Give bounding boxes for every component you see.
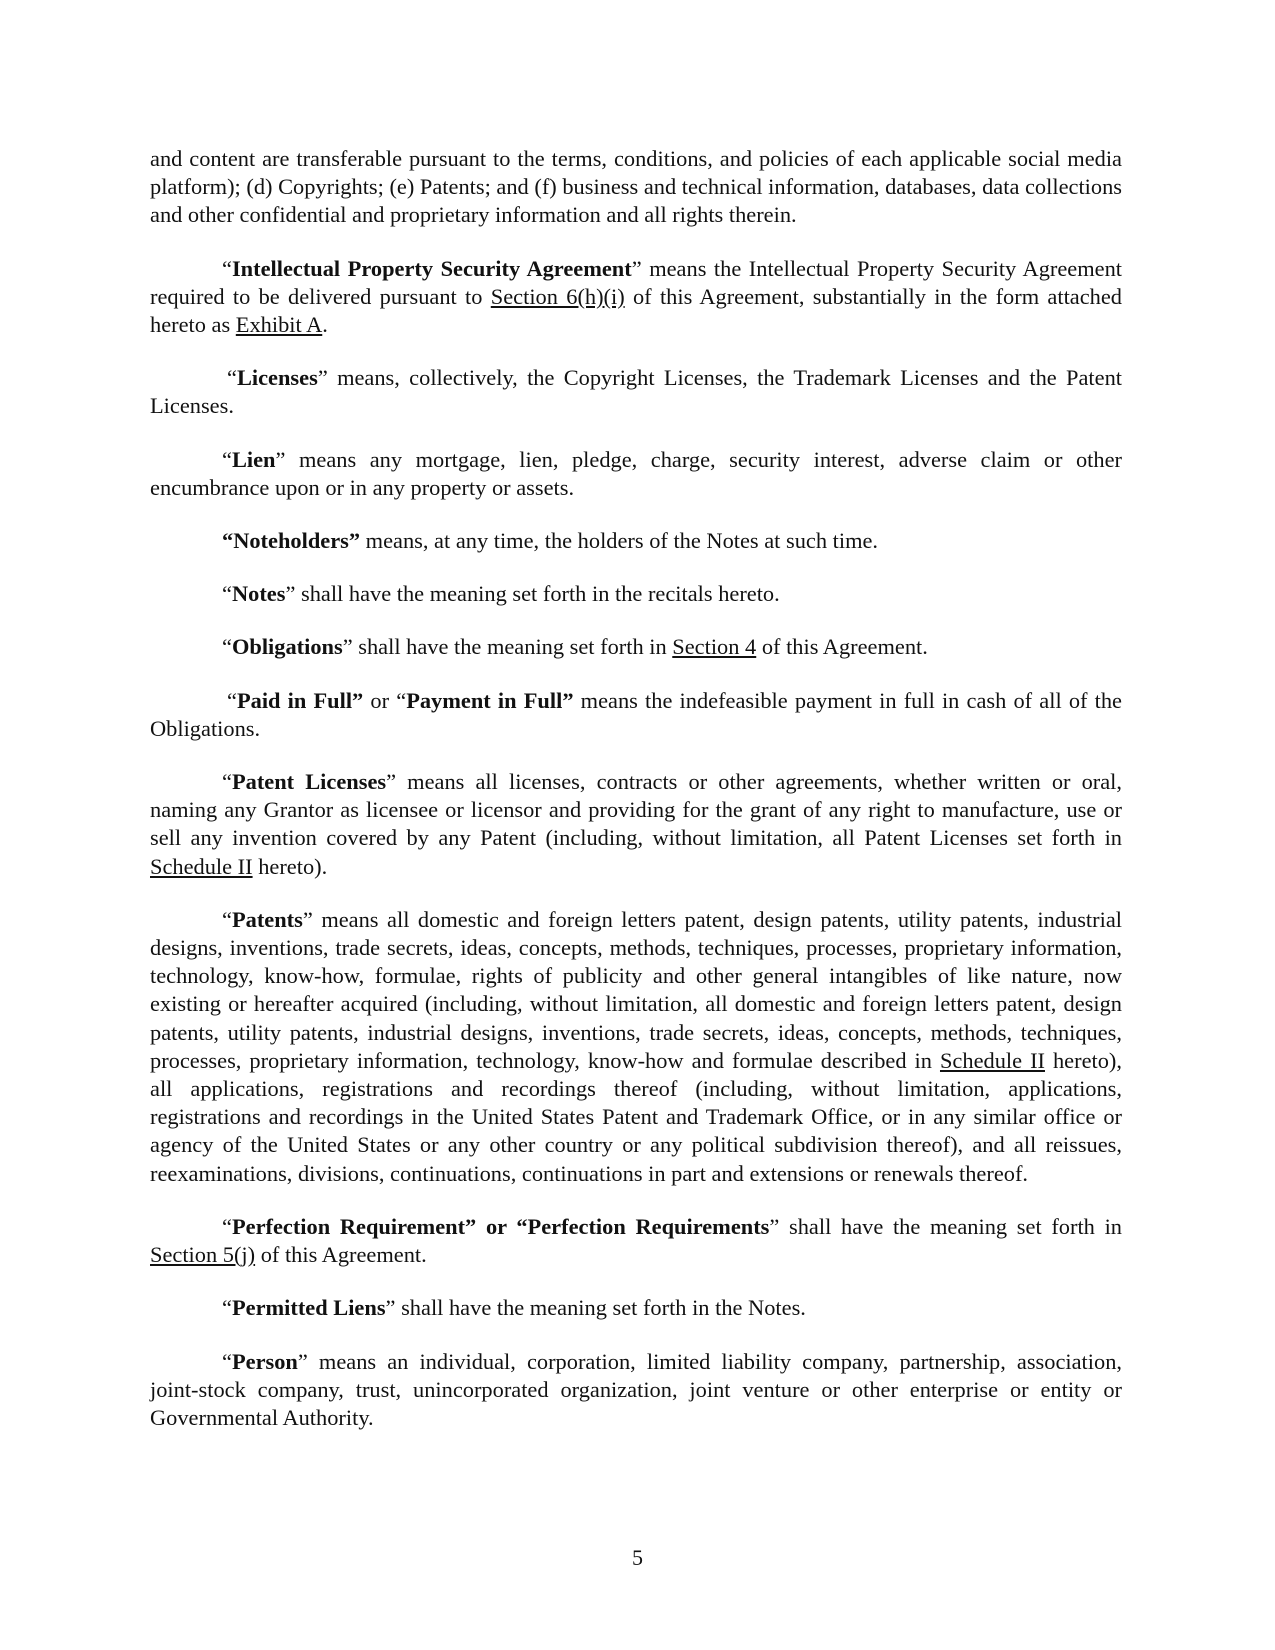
definition-notes: “Notes” shall have the meaning set forth in the recitals hereto.: [222, 581, 780, 607]
defined-term: Payment in Full”: [406, 687, 574, 713]
definition-permitted-liens: “Permitted Liens” shall have the meaning set forth in the Notes.: [222, 1295, 806, 1321]
defined-term: Paid in Full”: [236, 687, 364, 713]
definition-ip-security-agreement: “Intellectual Property Security Agreement” means the Intellectual Property Security Agreement required to be delivered pursuant to Section 6(h)(i) of this Agreement, substantially in the form attached hereto as Exhibit A.: [150, 255, 1123, 338]
paragraph-intro: and content are transferable pursuant to the terms, conditions, and policies of each applicable social media platform); (d) Copyrights; (e) Patents; and (f) business and technical information, databases, data collections and other confidential and proprietary information and all rights therein.: [150, 146, 1122, 228]
defined-term: Intellectual Property Security Agreement: [231, 255, 632, 281]
definition-patent-licenses: “Patent Licenses” means all licenses, contracts or other agreements, whether written or oral, naming any Grantor as licensee or licensor and providing for the grant of any right to manufacture, use or sell any invention covered by any Patent (including, without limitation, all Patent Licenses set forth in Schedule II hereto).: [150, 769, 1122, 879]
page-body: [150, 145, 1122, 1457]
defined-term: Notes: [231, 581, 286, 607]
defined-term: “Noteholders”: [222, 528, 361, 554]
section-reference: Section 5(j): [150, 1242, 256, 1268]
defined-term: Patent Licenses: [231, 769, 387, 795]
definition-patents: “Patents” means all domestic and foreign letters patent, design patents, utility patents, industrial designs, inventions, trade secrets, ideas, concepts, methods, techniques, processes, proprietary information, technology, know-how, formulae, rights of publicity and other general intangibles of like nature, now existing or hereafter acquired (including, without limitation, all domestic and foreign letters patent, design patents, utility patents, industrial designs, inventions, trade secrets, ideas, concepts, methods, techniques, processes, proprietary information, technology, know-how and formulae described in Schedule II hereto), all applications, registrations and recordings thereof (including, without limitation, applications, registrations and recordings in the United States Patent and Trademark Office, or in any similar office or agency of the United States or any other country or any political subdivision thereof), and all reissues, reexaminations, divisions, continuations, continuations in part and extensions or renewals thereof.: [150, 906, 1122, 1186]
definition-person: “Person” means an individual, corporation, limited liability company, partnership, association, joint-stock company, trust, unincorporated organization, joint venture or other enterprise or entity or Governmental Authority.: [150, 1348, 1122, 1430]
definition-obligations: “Obligations” shall have the meaning set forth in Section 4 of this Agreement.: [222, 634, 928, 660]
section-reference: Section 6(h)(i): [490, 283, 625, 309]
schedule-reference: Schedule II: [939, 1047, 1045, 1073]
defined-term: Person: [231, 1348, 298, 1374]
defined-term: Obligations: [231, 634, 343, 660]
definition-noteholders: “Noteholders” means, at any time, the holders of the Notes at such time.: [222, 528, 879, 554]
definition-lien: “Lien” means any mortgage, lien, pledge, charge, security interest, adverse claim or other encumbrance upon or in any property or assets.: [150, 446, 1122, 500]
definition-perfection-requirement: “Perfection Requirement” or “Perfection Requirements” shall have the meaning set forth in Section 5(j) of this Agreement.: [150, 1213, 1122, 1268]
schedule-reference: Schedule II: [150, 853, 253, 879]
defined-term: Licenses: [236, 365, 318, 391]
defined-term: Patents: [231, 906, 303, 932]
defined-term: Permitted Liens: [231, 1295, 386, 1321]
definition-licenses: “Licenses” means, collectively, the Copyright Licenses, the Trademark Licenses and the Patent Licenses.: [150, 365, 1122, 419]
page-number: 5: [632, 1545, 643, 1570]
section-reference: Section 4: [672, 634, 757, 660]
exhibit-reference: Exhibit A: [235, 312, 323, 338]
defined-term: Lien: [231, 446, 276, 472]
definition-paid-in-full: “Paid in Full” or “Payment in Full” means the indefeasible payment in full in cash of all of the Obligations.: [150, 687, 1122, 741]
defined-term: Perfection Requirement” or “Perfection Requirements: [231, 1213, 770, 1239]
